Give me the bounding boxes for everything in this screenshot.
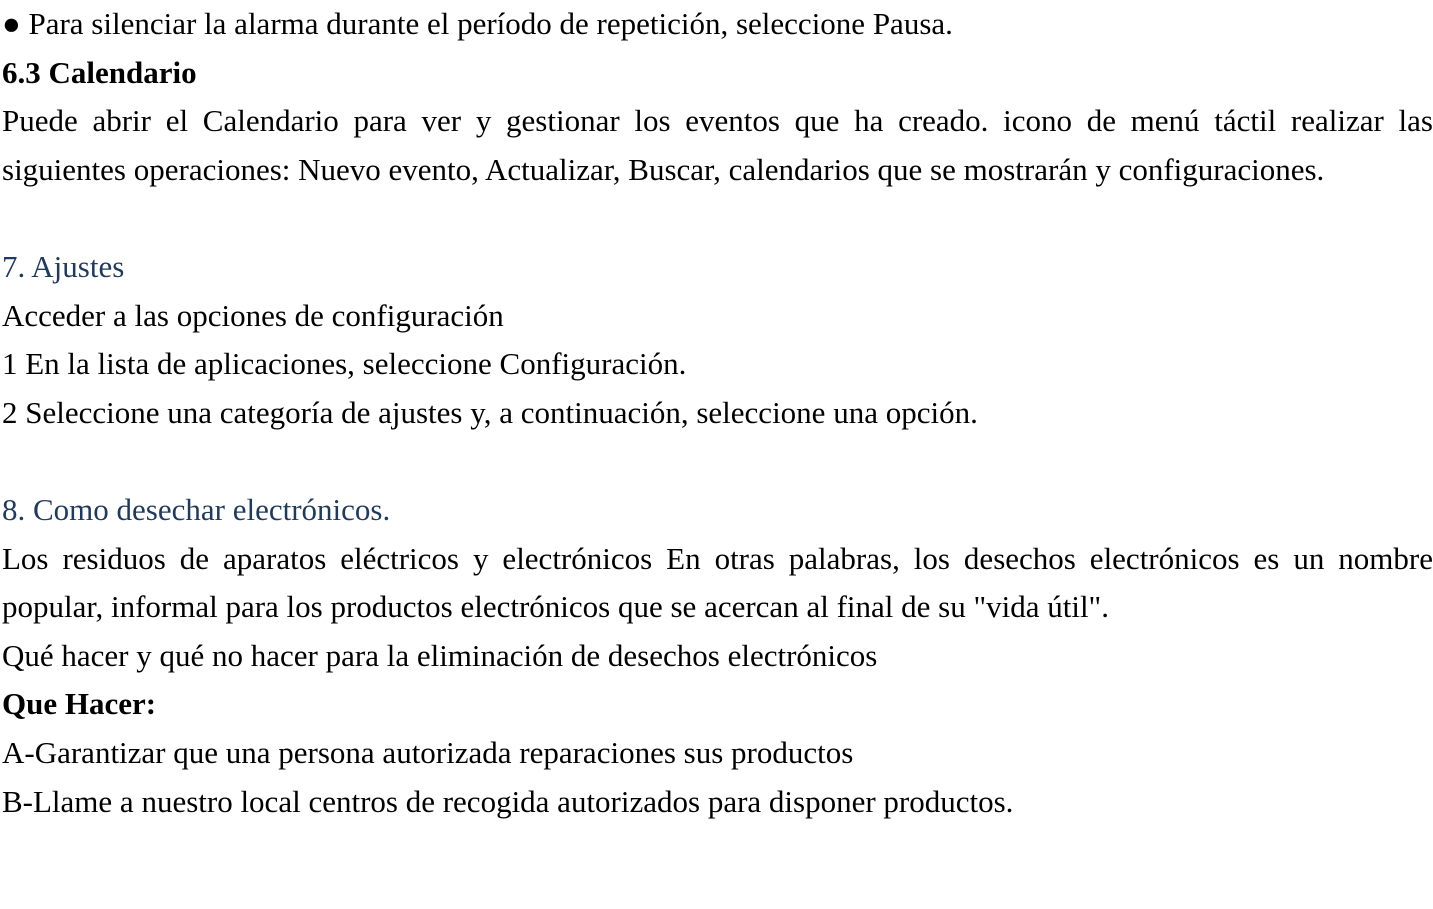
section-heading-calendario: 6.3 Calendario	[2, 54, 197, 90]
calendario-paragraph: Puede abrir el Calendario para ver y gestionar los eventos que ha creado. icono de menú táctil realizar las siguientes operaciones: Nuevo evento, Actualizar, Buscar, calendarios que se mostrarán y configuraciones.	[2, 103, 1433, 187]
spacer	[2, 194, 1433, 243]
ajustes-subheading: Acceder a las opciones de configuración	[2, 297, 504, 333]
ajustes-step-2: 2 Seleccione una categoría de ajustes y, a continuación, seleccione una opción.	[2, 394, 978, 430]
ajustes-step-1: 1 En la lista de aplicaciones, seleccione Configuración.	[2, 346, 687, 382]
section-heading-ajustes: 7. Ajustes	[2, 248, 125, 284]
que-hacer-label: Que Hacer:	[2, 686, 157, 722]
spacer	[2, 437, 1433, 486]
list-item-a: A-Garantizar que una persona autorizada reparaciones sus productos	[2, 734, 854, 770]
bullet-line-pausa: ● Para silenciar la alarma durante el período de repetición, seleccione Pausa.	[2, 6, 953, 41]
document-page	[2, 0, 1433, 826]
desechos-paragraph: Los residuos de aparatos eléctricos y electrónicos En otras palabras, los desechos electrónicos es un nombre popular, informal para los productos electrónicos que se acercan al final de su "vida útil".	[2, 540, 1433, 625]
section-heading-desechar: 8. Como desechar electrónicos.	[2, 491, 391, 527]
do-dont-title: Qué hacer y qué no hacer para la eliminación de desechos electrónicos	[2, 637, 878, 673]
list-item-b: B-Llame a nuestro local centros de recogida autorizados para disponer productos.	[2, 783, 1014, 819]
